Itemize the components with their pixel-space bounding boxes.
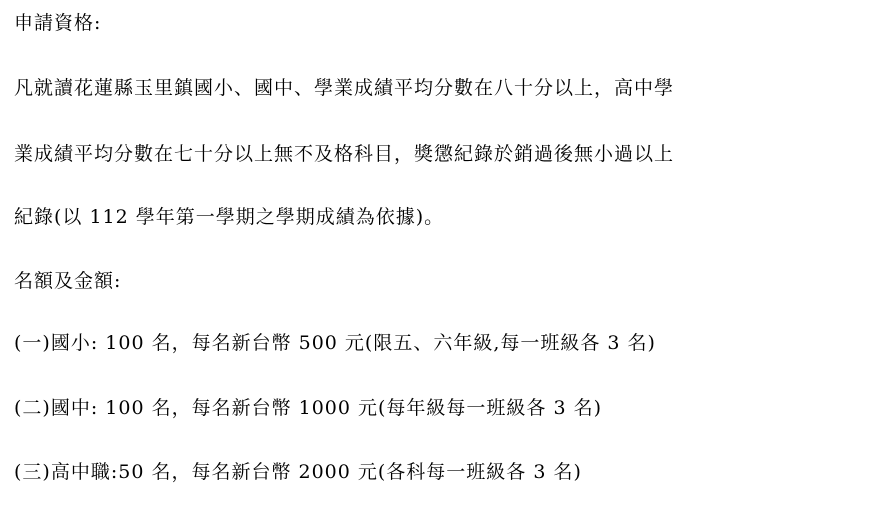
quota-item-senior-high: (三)高中職:50 名，每名新台幣 2000 元(各科每一班級各 3 名) xyxy=(14,461,582,483)
eligibility-line-1: 凡就讀花蓮縣玉里鎮國小、國中、學業成績平均分數在八十分以上，高中學 xyxy=(14,77,675,99)
eligibility-heading: 申請資格: xyxy=(14,12,102,34)
quota-heading: 名額及金額: xyxy=(14,270,122,292)
quota-item-junior-high: (二)國中: 100 名，每名新台幣 1000 元(每年級每一班級各 3 名) xyxy=(14,397,602,419)
eligibility-line-2: 業成績平均分數在七十分以上無不及格科目，獎懲紀錄於銷過後無小過以上 xyxy=(14,143,675,165)
eligibility-line-3: 紀錄(以 112 學年第一學期之學期成績為依據)。 xyxy=(14,206,445,228)
quota-item-elementary: (一)國小: 100 名，每名新台幣 500 元(限五、六年級,每一班級各 3 名) xyxy=(14,332,656,354)
